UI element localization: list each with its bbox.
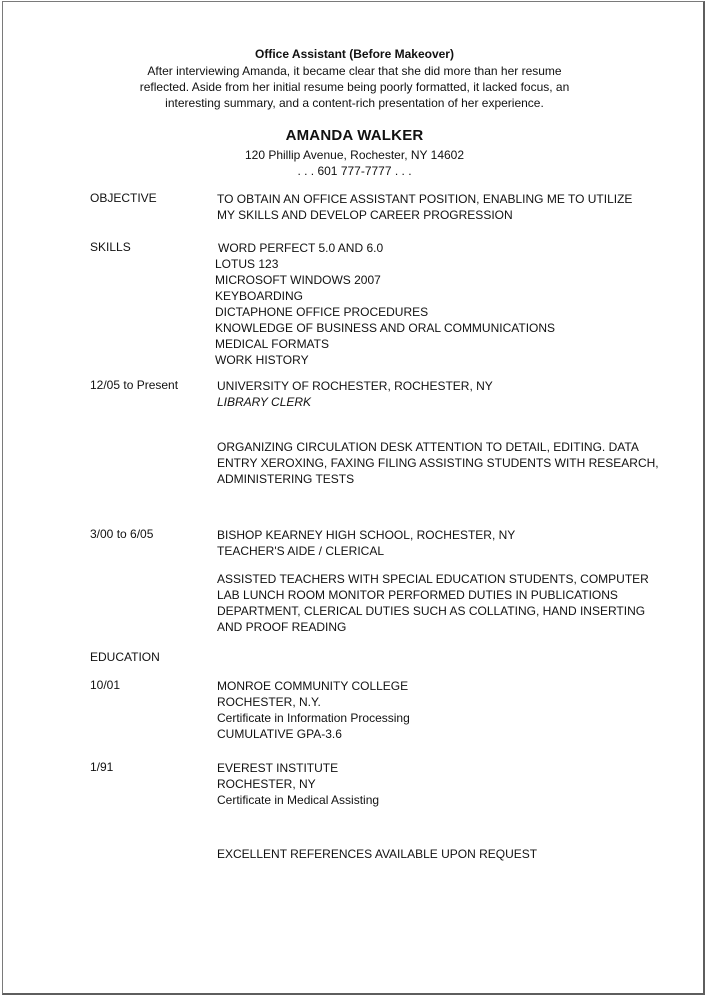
intro-line: interesting summary, and a content-rich presentation of her experience. <box>165 96 544 110</box>
objective-label: OBJECTIVE <box>90 191 157 205</box>
skill-item: WORD PERFECT 5.0 AND 6.0 <box>218 241 384 255</box>
education-line: EVEREST INSTITUTE <box>217 761 339 775</box>
intro-line: reflected. Aside from her initial resume being poorly formatted, it lacked focus, an <box>139 80 570 94</box>
job-employer: UNIVERSITY OF ROCHESTER, ROCHESTER, NY <box>217 379 493 393</box>
objective-line: MY SKILLS AND DEVELOP CAREER PROGRESSION <box>217 208 513 222</box>
education-line: Certificate in Information Processing <box>217 711 410 725</box>
skill-item: KEYBOARDING <box>215 289 304 303</box>
skills-list <box>218 240 383 256</box>
job-description <box>217 571 649 635</box>
job-employer: BISHOP KEARNEY HIGH SCHOOL, ROCHESTER, NY <box>217 528 516 542</box>
job-title: TEACHER'S AIDE / CLERICAL <box>217 544 385 558</box>
job-description-line: ADMINISTERING TESTS <box>217 472 355 486</box>
job-description-line: AND PROOF READING <box>217 620 347 634</box>
job-description-line: DEPARTMENT, CLERICAL DUTIES SUCH AS COLLATING, HAND INSERTING <box>217 604 646 618</box>
job-description-line: LAB LUNCH ROOM MONITOR PERFORMED DUTIES IN PUBLICATIONS <box>217 588 618 602</box>
intro-title: Office Assistant (Before Makeover) <box>255 47 454 61</box>
job-title: LIBRARY CLERK <box>217 395 312 409</box>
resume-page <box>2 1 705 995</box>
candidate-phone: . . . 601 777-7777 . . . <box>297 164 412 178</box>
education-line: CUMULATIVE GPA-3.6 <box>217 727 342 741</box>
skills-label: SKILLS <box>90 240 131 254</box>
skill-item: KNOWLEDGE OF BUSINESS AND ORAL COMMUNICATIONS <box>215 321 556 335</box>
candidate-address: 120 Phillip Avenue, Rochester, NY 14602 <box>244 148 465 162</box>
job-description-line: ORGANIZING CIRCULATION DESK ATTENTION TO DETAIL, EDITING. DATA <box>217 440 639 454</box>
intro-line: After interviewing Amanda, it became clear that she did more than her resume <box>147 64 562 78</box>
references-note: EXCELLENT REFERENCES AVAILABLE UPON REQUEST <box>217 847 538 861</box>
job-header <box>217 378 493 410</box>
education-line: ROCHESTER, N.Y. <box>217 695 321 709</box>
education-line: Certificate in Medical Assisting <box>217 793 380 807</box>
job-header <box>217 527 515 559</box>
skills-list-continued <box>215 256 555 368</box>
job-description-line: ASSISTED TEACHERS WITH SPECIAL EDUCATION STUDENTS, COMPUTER <box>217 572 649 586</box>
education-line: ROCHESTER, NY <box>217 777 316 791</box>
skill-item: MEDICAL FORMATS <box>215 337 330 351</box>
education-entry <box>217 760 379 808</box>
education-label: EDUCATION <box>90 650 160 664</box>
candidate-name: AMANDA WALKER <box>285 127 424 144</box>
job-dates: 12/05 to Present <box>90 378 179 392</box>
education-entry <box>217 678 410 742</box>
skill-item: MICROSOFT WINDOWS 2007 <box>215 273 381 287</box>
education-date: 1/91 <box>90 760 114 774</box>
skill-item: WORK HISTORY <box>215 353 309 367</box>
job-dates: 3/00 to 6/05 <box>90 527 154 541</box>
job-description <box>217 439 659 487</box>
education-date: 10/01 <box>90 678 121 692</box>
objective-text <box>217 191 632 223</box>
objective-line: TO OBTAIN AN OFFICE ASSISTANT POSITION, ENABLING ME TO UTILIZE <box>217 192 633 206</box>
skill-item: DICTAPHONE OFFICE PROCEDURES <box>215 305 429 319</box>
job-description-line: ENTRY XEROXING, FAXING FILING ASSISTING STUDENTS WITH RESEARCH, <box>217 456 659 470</box>
skill-item: LOTUS 123 <box>215 257 279 271</box>
education-line: MONROE COMMUNITY COLLEGE <box>217 679 409 693</box>
